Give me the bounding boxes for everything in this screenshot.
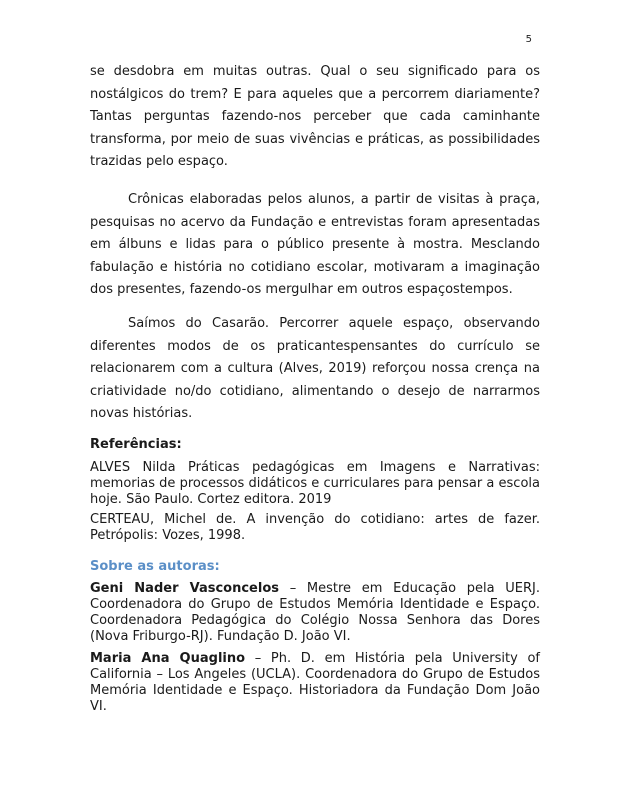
reference-item: CERTEAU, Michel de. A invenção do cotidiano: artes de fazer. Petrópolis: Vozes, 1998.: [90, 512, 540, 543]
author-name: Geni Nader Vasconcelos: [90, 581, 279, 596]
author-bio: [90, 581, 540, 645]
authors-heading: Sobre as autoras:: [90, 559, 220, 574]
author-description: – Ph. D. em História pela University of California – Los Angeles (UCLA). Coordenadora do Grupo de Estudos Memória Identidade e Espaço. Historiadora da Fundação Dom João VI.: [90, 651, 540, 714]
paragraph-2: Crônicas elaboradas pelos alunos, a partir de visitas à praça, pesquisas no acervo da Fundação e entrevistas foram apresentadas em álbuns e lidas para o público presente à mostra. Mesclando fabulação e história no cotidiano escolar, motivaram a imaginação dos presentes, fazendo-os mergulhar em outros espaçostempos.: [90, 192, 540, 297]
reference-item: ALVES Nilda Práticas pedagógicas em Imagens e Narrativas: memorias de processos didáticos e curriculares para pensar a escola hoje. São Paulo. Cortez editora. 2019: [90, 460, 540, 507]
paragraph-1: se desdobra em muitas outras. Qual o seu significado para os nostálgicos do trem? E para aqueles que a percorrem diariamente? Tantas perguntas fazendo-nos perceber que cada caminhante transforma, por meio de suas vivências e práticas, as possibilidades trazidas pelo espaço.: [90, 64, 540, 169]
author-name: Maria Ana Quaglino: [90, 651, 246, 666]
references-heading: Referências:: [90, 437, 182, 452]
paragraph-3: Saímos do Casarão. Percorrer aquele espaço, observando diferentes modos de os praticantespensantes do currículo se relacionarem com a cultura (Alves, 2019) reforçou nossa crença na criatividade no/do cotidiano, alimentando o desejo de narrarmos novas histórias.: [90, 316, 540, 421]
page-number: 5: [525, 34, 532, 45]
author-description: – Mestre em Educação pela UERJ. Coordenadora do Grupo de Estudos Memória Identidade e Espaço. Coordenadora Pedagógica do Colégio Nossa Senhora das Dores (Nova Friburgo-RJ). Fundação D. João VI.: [90, 581, 540, 644]
author-bio: [90, 651, 540, 715]
